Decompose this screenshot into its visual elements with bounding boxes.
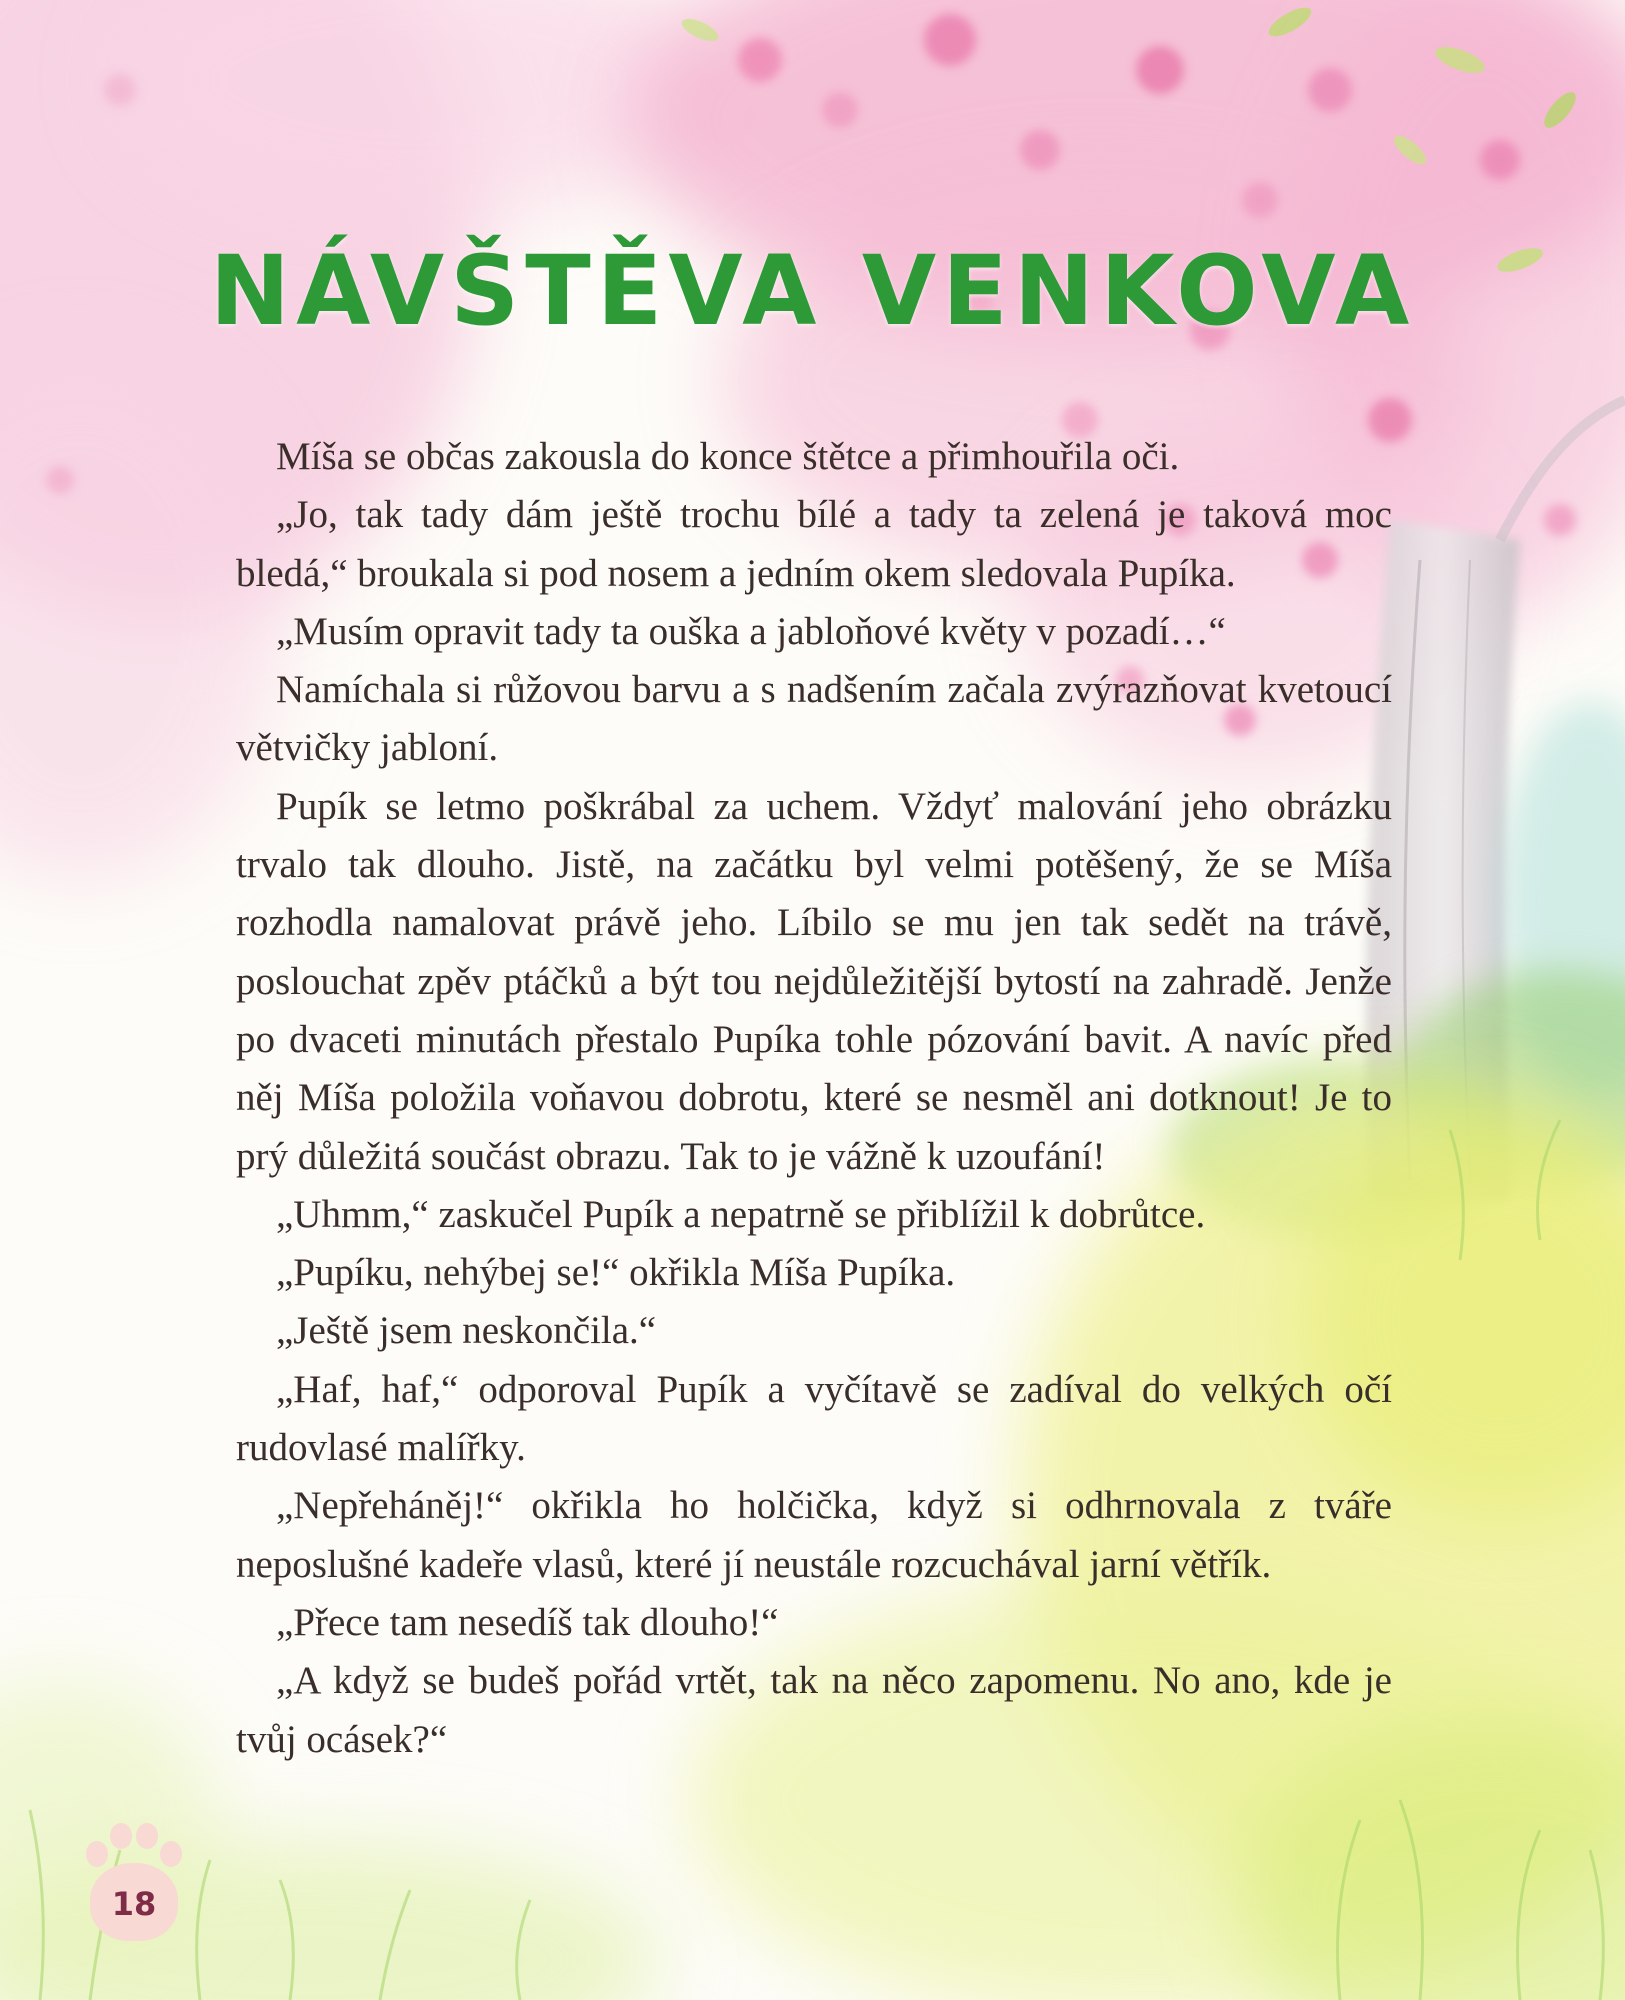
paragraph: Namíchala si růžovou barvu a s nadšením začala zvýrazňovat kvetoucí větvičky jabloní. — [236, 668, 1392, 770]
paragraph: „Jo, tak tady dám ještě trochu bílé a tady ta zelená je taková moc bledá,“ broukala si pod nosem a jedním okem sledovala Pupíka. — [236, 493, 1392, 595]
paragraph: „A když se budeš pořád vrtět, tak na něco zapomenu. No ano, kde je tvůj ocásek?“ — [236, 1659, 1392, 1761]
paragraph: Pupík se letmo poškrábal za uchem. Vždyť malování jeho obrázku trvalo tak dlouho. Jistě, na začátku byl velmi potěšený, že se Míša rozhodla namalovat právě jeho. Líbilo se mu jen tak sedět na trávě, poslouchat zpěv ptáčků a být tou nejdůležitější bytostí na zahradě. Jenže po dvaceti minutách přestalo Pupíka tohle pózování bavit. A navíc před něj Míša položila voňavou dobrotu, které se nesměl ani dotknout! Je to prý důležitá součást obrazu. Tak to je vážně k uzoufání! — [236, 784, 1392, 1178]
paragraph: „Haf, haf,“ odporoval Pupík a vyčítavě se zadíval do velkých očí rudovlasé malířky. — [236, 1367, 1392, 1470]
paragraph: „Musím opravit tady ta ouška a jabloňové květy v pozadí…“ — [276, 609, 1226, 653]
paragraph: „Nepřeháněj!“ okřikla ho holčička, když si odhrnovala z tváře neposlušné kadeře vlasů, které jí neustále rozcuchával jarní větřík. — [236, 1484, 1392, 1586]
paragraph: „Uhmm,“ zaskučel Pupík a nepatrně se přiblížil k dobrůtce. — [276, 1192, 1206, 1236]
page-number-badge — [84, 1823, 184, 1943]
page-number: 18 — [111, 1885, 157, 1923]
paw-icon — [136, 1823, 158, 1849]
chapter-title: NÁVŠTĚVA VENKOVA — [209, 235, 1416, 348]
paw-icon — [110, 1823, 132, 1849]
story-text — [236, 428, 1392, 1769]
paragraph: „Přece tam nesedíš tak dlouho!“ — [276, 1600, 779, 1644]
paragraph: „Ještě jsem neskončila.“ — [276, 1309, 657, 1353]
paragraph: „Pupíku, nehýbej se!“ okřikla Míša Pupíka. — [276, 1251, 956, 1295]
paragraph: Míša se občas zakousla do konce štětce a přimhouřila oči. — [276, 435, 1180, 478]
